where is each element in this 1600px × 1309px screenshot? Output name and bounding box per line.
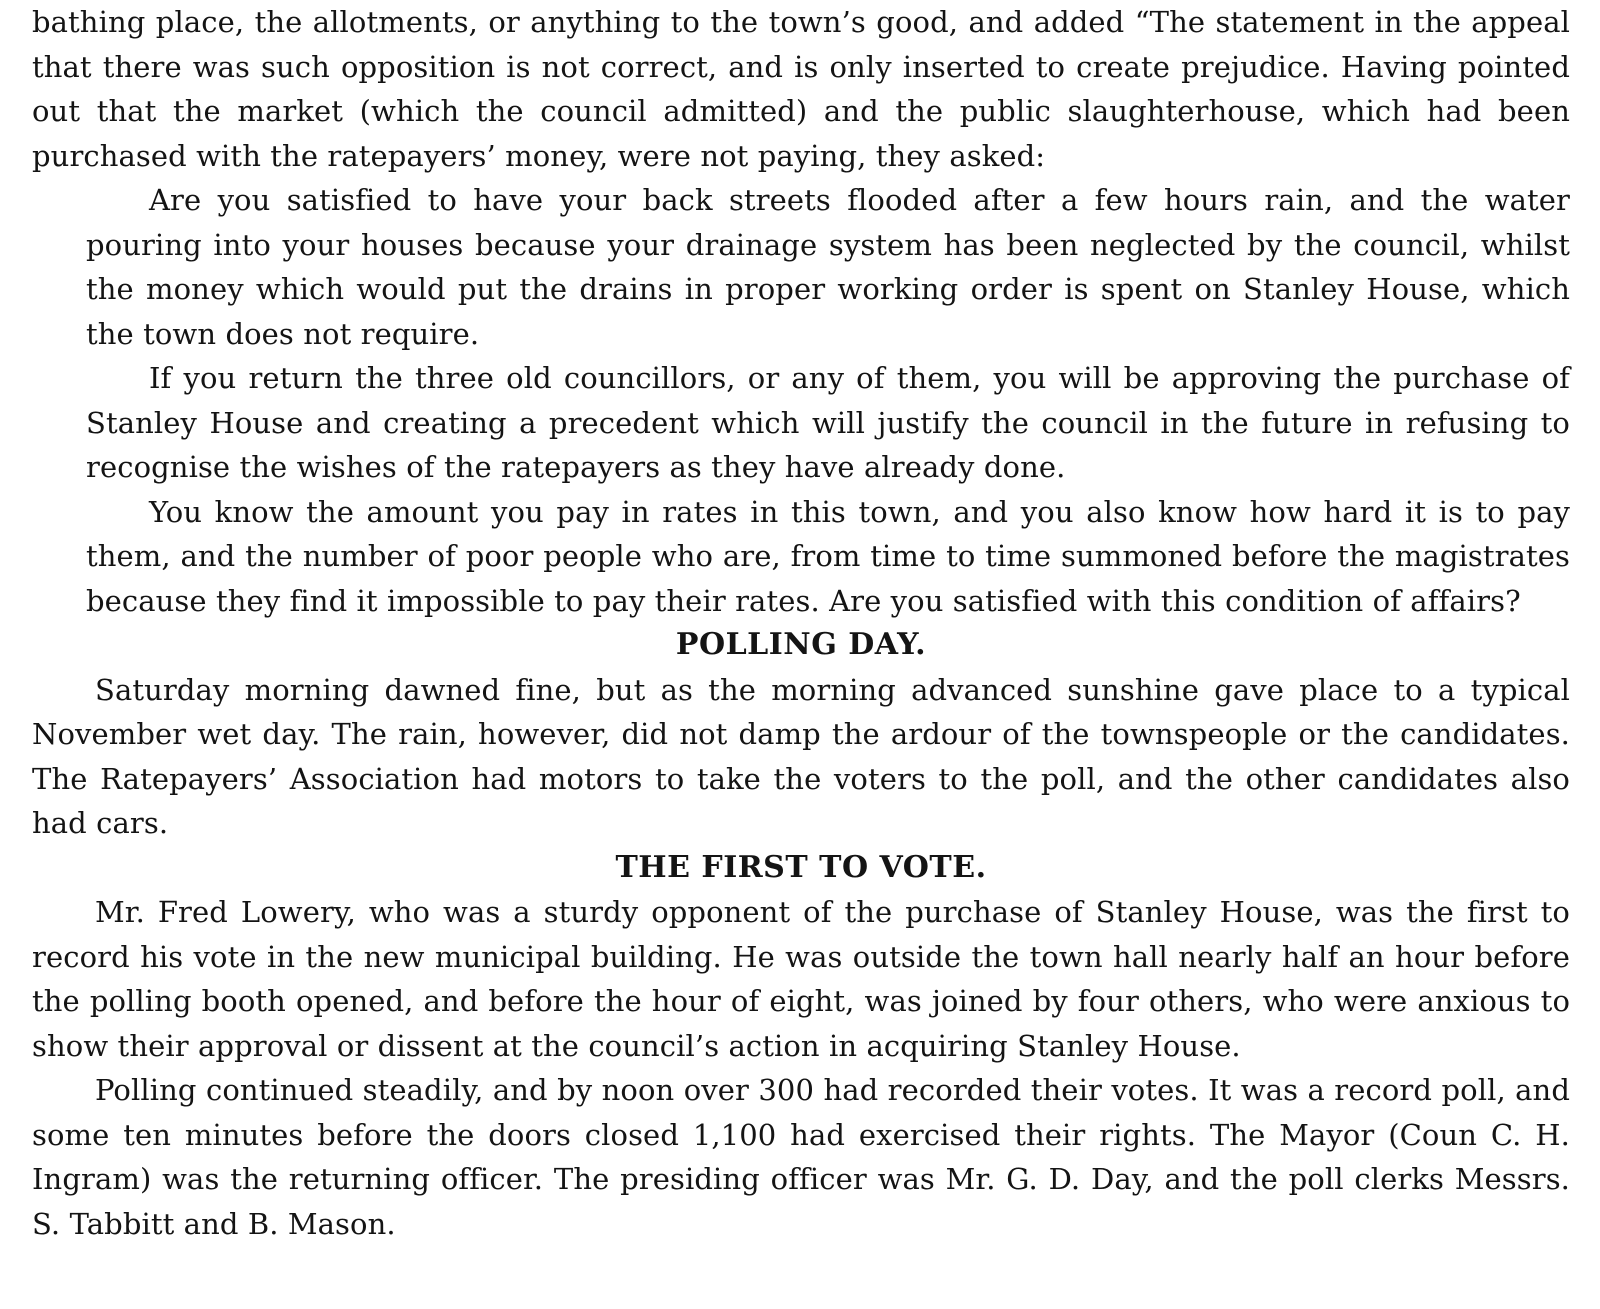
first-to-vote-paragraph-1: Mr. Fred Lowery, who was a sturdy opponent of the purchase of Stanley House, was the first to record his vote in the new municipal building. He was outside the town hall nearly half an hour before the polling booth opened, and before the hour of eight, was joined by four others, who were anxious to show their approval or dissent at the council’s action in acquiring Stanley House. bbox=[32, 895, 1570, 1063]
first-to-vote-paragraph-2: Polling continued steadily, and by noon over 300 had recorded their votes. It was a record poll, and some ten minutes before the doors closed 1,100 had exercised their rights. The Mayor (Coun C. H. Ingram) was the returning officer. The presiding officer was Mr. G. D. Day, and the poll clerks Messrs. S. Tabbitt and B. Mason. bbox=[32, 1073, 1570, 1241]
intro-paragraph: bathing place, the allotments, or anything to the town’s good, and added “The statement in the appeal that there was such opposition is not correct, and is only inserted to create prejudice. Having pointed out that the market (which the council admitted) and the public slaughterhouse, which had been purchased with the ratepayers’ money, were not paying, they asked: bbox=[32, 5, 1570, 173]
section-heading-polling-day: POLLING DAY. bbox=[675, 627, 927, 662]
document-page bbox=[32, 0, 1570, 1246]
polling-day-paragraph: Saturday morning dawned fine, but as the morning advanced sunshine gave place to a typical November wet day. The rain, however, did not damp the ardour of the townspeople or the candidates. The Ratepayers’ Association had motors to take the voters to the poll, and the other candidates also had cars. bbox=[32, 672, 1570, 840]
section-heading-first-to-vote: THE FIRST TO VOTE. bbox=[615, 849, 987, 885]
quoted-paragraph-3: You know the amount you pay in rates in this town, and you also know how hard it is to pay them, and the number of poor people who are, from time to time summoned before the magistrates because they find it impossible to pay their rates. Are you satisfied with this condition of affairs? bbox=[86, 494, 1570, 618]
quoted-paragraph-1: Are you satisfied to have your back streets flooded after a few hours rain, and the water pouring into your houses because your drainage system has been neglected by the council, whilst the money which would put the drains in proper working order is spent on Stanley House, which the town does not require. bbox=[86, 183, 1570, 351]
quoted-paragraph-2: If you return the three old councillors, or any of them, you will be approving the purchase of Stanley House and creating a precedent which will justify the council in the future in refusing to recognise the wishes of the ratepayers as they have already done. bbox=[86, 361, 1570, 484]
